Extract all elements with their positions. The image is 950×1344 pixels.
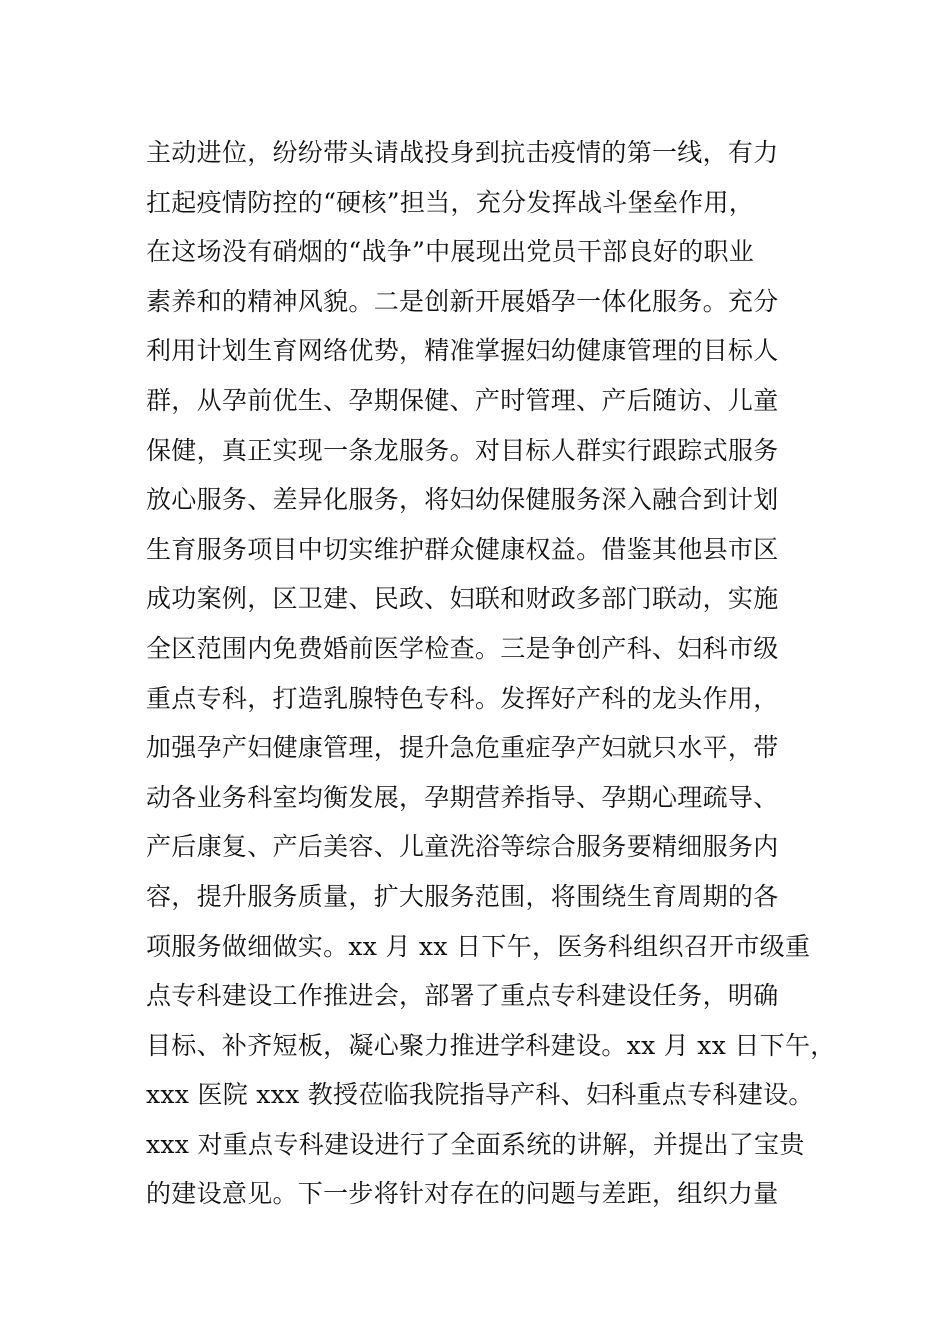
text-line: 成功案例，区卫建、民政、妇联和财政多部门联动，实施 (146, 584, 779, 614)
text-line: 主动进位，纷纷带头请战投身到抗击疫情的第一线，有力 (146, 138, 779, 167)
text-line: 群，从孕前优生、孕期保健、产时管理、产后随访、儿童 (146, 385, 779, 415)
text-line: xxx 对重点专科建设进行了全面系统的讲解，并提出了宝贵 (146, 1129, 805, 1159)
text-line: 加强孕产妇健康管理，提升急危重症孕产妇就只水平，带 (146, 733, 779, 763)
text-line: 动各业务科室均衡发展，孕期营养指导、孕期心理疏导、 (146, 782, 779, 812)
text-line: 的建设意见。下一步将针对存在的问题与差距，组织力量 (146, 1179, 779, 1209)
text-line: xxx 医院 xxx 教授莅临我院指导产科、妇科重点专科建设。 (146, 1080, 814, 1110)
text-line: 扛起疫情防控的“硬核”担当，充分发挥战斗堡垒作用， (146, 187, 755, 217)
text-line: 点专科建设工作推进会，部署了重点专科建设任务，明确 (146, 981, 779, 1011)
text-line: 素养和的精神风貌。二是创新开展婚孕一体化服务。充分 (146, 286, 779, 316)
text-line: 生育服务项目中切实维护群众健康权益。借鉴其他县市区 (146, 534, 779, 564)
text-line: 在这场没有硝烟的“战争”中展现出党员干部良好的职业 (146, 237, 755, 267)
text-line: 利用计划生育网络优势，精准掌握妇幼健康管理的目标人 (146, 336, 779, 366)
text-line: 产后康复、产后美容、儿童洗浴等综合服务要精细服务内 (146, 832, 779, 862)
text-line: 放心服务、差异化服务，将妇幼保健服务深入融合到计划 (146, 485, 779, 515)
text-line: 目标、补齐短板，凝心聚力推进学科建设。xx 月 xx 日下午， (146, 1030, 836, 1060)
text-line: 全区范围内免费婚前医学检查。三是争创产科、妇科市级 (146, 633, 779, 663)
body-paragraph (146, 128, 836, 1219)
text-line: 项服务做细做实。xx 月 xx 日下午，医务科组织召开市级重 (146, 931, 811, 961)
text-line: 重点专科，打造乳腺特色专科。发挥好产科的龙头作用， (146, 683, 779, 713)
text-line: 容，提升服务质量，扩大服务范围，将围绕生育周期的各 (146, 881, 779, 911)
text-line: 保健，真正实现一条龙服务。对目标人群实行跟踪式服务 (146, 435, 779, 465)
